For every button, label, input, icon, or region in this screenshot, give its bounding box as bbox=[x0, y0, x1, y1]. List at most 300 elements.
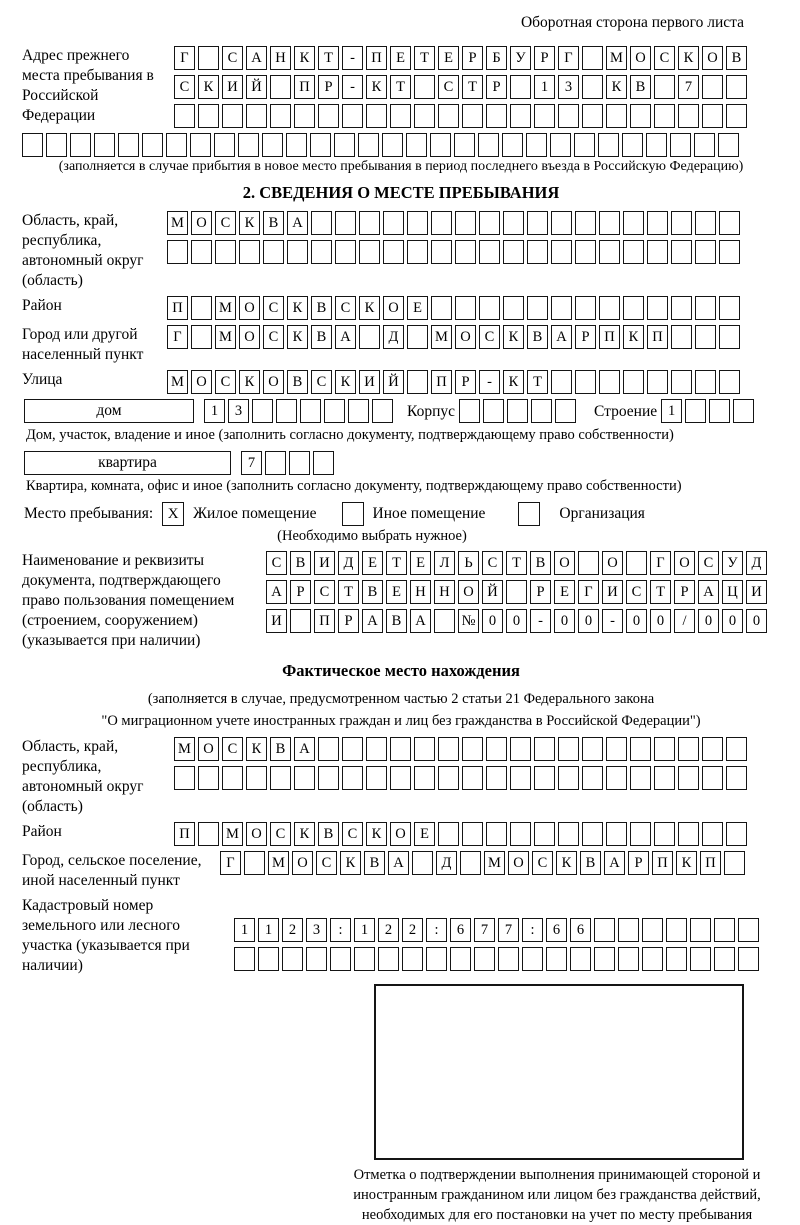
actual-region-label: Область, край, республика, автономный округ (область) bbox=[22, 738, 144, 815]
char-cell bbox=[690, 918, 711, 942]
char-cell: К bbox=[246, 737, 267, 761]
char-cell: Е bbox=[554, 580, 575, 604]
char-cell: 2 bbox=[402, 918, 423, 942]
district-row bbox=[167, 296, 740, 320]
char-cell bbox=[647, 211, 668, 235]
char-cell: М bbox=[167, 370, 188, 394]
stroenie-cells bbox=[661, 399, 754, 423]
char-cell: Ц bbox=[722, 580, 743, 604]
char-cell: С bbox=[174, 75, 195, 99]
char-cell: И bbox=[746, 580, 767, 604]
char-cell bbox=[503, 211, 524, 235]
char-cell: С bbox=[270, 822, 291, 846]
char-cell bbox=[606, 104, 627, 128]
char-cell bbox=[483, 399, 504, 423]
char-cell bbox=[366, 766, 387, 790]
char-cell: К bbox=[623, 325, 644, 349]
char-cell bbox=[438, 822, 459, 846]
char-cell bbox=[575, 240, 596, 264]
char-cell: О bbox=[630, 46, 651, 70]
char-cell: Л bbox=[434, 551, 455, 575]
cadastre-row-1 bbox=[234, 918, 759, 942]
char-cell: Т bbox=[390, 75, 411, 99]
char-cell bbox=[642, 947, 663, 971]
char-cell bbox=[174, 766, 195, 790]
char-cell: 6 bbox=[570, 918, 591, 942]
char-cell: В bbox=[726, 46, 747, 70]
char-cell bbox=[502, 133, 523, 157]
char-cell bbox=[462, 766, 483, 790]
char-cell bbox=[426, 947, 447, 971]
char-cell bbox=[718, 133, 739, 157]
char-cell bbox=[654, 822, 675, 846]
char-cell bbox=[738, 947, 759, 971]
char-cell bbox=[324, 399, 345, 423]
checkbox-organization bbox=[518, 502, 540, 526]
char-cell bbox=[311, 240, 332, 264]
char-cell: О bbox=[263, 370, 284, 394]
char-cell bbox=[695, 325, 716, 349]
char-cell bbox=[265, 451, 286, 475]
char-cell bbox=[22, 133, 43, 157]
char-cell: Г bbox=[220, 851, 241, 875]
char-cell bbox=[630, 766, 651, 790]
char-cell: 0 bbox=[722, 609, 743, 633]
char-cell bbox=[335, 240, 356, 264]
char-cell: К bbox=[359, 296, 380, 320]
char-cell: М bbox=[431, 325, 452, 349]
actual-location-title: Фактическое место нахождения bbox=[282, 661, 520, 680]
char-cell bbox=[455, 240, 476, 264]
actual-location-note-1: (заполняется в случае, предусмотренном частью 2 статьи 21 Федерального закона bbox=[147, 691, 655, 707]
city-row bbox=[167, 325, 740, 365]
char-cell bbox=[190, 133, 211, 157]
char-cell bbox=[462, 104, 483, 128]
char-cell: Е bbox=[386, 580, 407, 604]
char-cell: В bbox=[580, 851, 601, 875]
char-cell bbox=[654, 766, 675, 790]
char-cell: Г bbox=[578, 580, 599, 604]
char-cell bbox=[318, 104, 339, 128]
char-cell bbox=[551, 296, 572, 320]
char-cell bbox=[555, 399, 576, 423]
char-cell: О bbox=[455, 325, 476, 349]
char-cell: 0 bbox=[554, 609, 575, 633]
char-cell bbox=[726, 104, 747, 128]
char-cell: № bbox=[458, 609, 479, 633]
char-cell bbox=[142, 133, 163, 157]
char-cell: Й bbox=[383, 370, 404, 394]
char-cell: 7 bbox=[241, 451, 262, 475]
char-cell bbox=[646, 133, 667, 157]
char-cell bbox=[222, 104, 243, 128]
option-other-premises-label: Иное помещение bbox=[372, 505, 486, 522]
char-cell bbox=[359, 240, 380, 264]
char-cell: К bbox=[556, 851, 577, 875]
char-cell bbox=[510, 766, 531, 790]
char-cell: О bbox=[602, 551, 623, 575]
char-cell bbox=[599, 296, 620, 320]
char-cell: К bbox=[503, 325, 524, 349]
char-cell bbox=[438, 104, 459, 128]
char-cell bbox=[531, 399, 552, 423]
char-cell bbox=[726, 737, 747, 761]
char-cell bbox=[695, 296, 716, 320]
char-cell: А bbox=[246, 46, 267, 70]
street-row bbox=[167, 370, 740, 394]
char-cell bbox=[622, 133, 643, 157]
char-cell bbox=[342, 737, 363, 761]
char-cell bbox=[479, 296, 500, 320]
char-cell bbox=[318, 766, 339, 790]
char-cell: О bbox=[239, 296, 260, 320]
char-cell: К bbox=[294, 46, 315, 70]
char-cell bbox=[647, 370, 668, 394]
char-cell bbox=[599, 211, 620, 235]
char-cell: Т bbox=[338, 580, 359, 604]
char-cell: 1 bbox=[661, 399, 682, 423]
char-cell: А bbox=[287, 211, 308, 235]
char-cell bbox=[551, 240, 572, 264]
char-cell: 1 bbox=[234, 918, 255, 942]
char-cell bbox=[671, 240, 692, 264]
char-cell bbox=[378, 947, 399, 971]
char-cell bbox=[626, 551, 647, 575]
char-cell bbox=[506, 580, 527, 604]
char-cell bbox=[462, 737, 483, 761]
char-cell bbox=[582, 104, 603, 128]
char-cell: Е bbox=[390, 46, 411, 70]
char-cell bbox=[222, 766, 243, 790]
char-cell: Г bbox=[174, 46, 195, 70]
char-cell: С bbox=[654, 46, 675, 70]
char-cell: В bbox=[630, 75, 651, 99]
char-cell: С bbox=[215, 211, 236, 235]
char-cell bbox=[714, 947, 735, 971]
char-cell: Г bbox=[650, 551, 671, 575]
document-row-2 bbox=[266, 580, 767, 604]
char-cell: В bbox=[270, 737, 291, 761]
char-cell bbox=[546, 947, 567, 971]
char-cell bbox=[606, 766, 627, 790]
char-cell bbox=[454, 133, 475, 157]
char-cell bbox=[606, 822, 627, 846]
char-cell: С bbox=[266, 551, 287, 575]
char-cell bbox=[503, 240, 524, 264]
char-cell: П bbox=[167, 296, 188, 320]
char-cell bbox=[414, 737, 435, 761]
char-cell bbox=[276, 399, 297, 423]
char-cell: / bbox=[674, 609, 695, 633]
char-cell bbox=[359, 211, 380, 235]
char-cell bbox=[459, 399, 480, 423]
char-cell bbox=[582, 46, 603, 70]
char-cell: И bbox=[359, 370, 380, 394]
char-cell: 0 bbox=[746, 609, 767, 633]
char-cell: С bbox=[335, 296, 356, 320]
char-cell bbox=[714, 918, 735, 942]
char-cell bbox=[594, 947, 615, 971]
char-cell bbox=[726, 75, 747, 99]
char-cell: А bbox=[698, 580, 719, 604]
char-cell: Р bbox=[462, 46, 483, 70]
char-cell bbox=[358, 133, 379, 157]
char-cell: : bbox=[426, 918, 447, 942]
char-cell bbox=[215, 240, 236, 264]
char-cell bbox=[198, 46, 219, 70]
char-cell bbox=[294, 104, 315, 128]
char-cell bbox=[383, 211, 404, 235]
char-cell: П bbox=[314, 609, 335, 633]
char-cell bbox=[414, 766, 435, 790]
char-cell bbox=[310, 133, 331, 157]
char-cell: О bbox=[674, 551, 695, 575]
char-cell: Е bbox=[410, 551, 431, 575]
actual-region-row-2 bbox=[174, 766, 747, 790]
char-cell: С bbox=[482, 551, 503, 575]
region-row-2 bbox=[167, 240, 740, 264]
char-cell: В bbox=[290, 551, 311, 575]
char-cell: О bbox=[458, 580, 479, 604]
char-cell bbox=[647, 240, 668, 264]
char-cell bbox=[510, 75, 531, 99]
char-cell bbox=[118, 133, 139, 157]
char-cell: С bbox=[222, 737, 243, 761]
char-cell: Д bbox=[338, 551, 359, 575]
char-cell bbox=[382, 133, 403, 157]
char-cell bbox=[286, 133, 307, 157]
char-cell bbox=[702, 766, 723, 790]
house-line bbox=[24, 399, 780, 424]
char-cell: К bbox=[287, 296, 308, 320]
char-cell: С bbox=[263, 325, 284, 349]
apartment-line bbox=[24, 451, 780, 475]
char-cell bbox=[527, 240, 548, 264]
char-cell: 0 bbox=[650, 609, 671, 633]
char-cell bbox=[290, 609, 311, 633]
char-cell: О bbox=[191, 370, 212, 394]
apartment-type-box: квартира bbox=[24, 451, 231, 475]
char-cell: О bbox=[390, 822, 411, 846]
char-cell: В bbox=[311, 296, 332, 320]
char-cell bbox=[191, 296, 212, 320]
char-cell bbox=[551, 370, 572, 394]
stay-place-line bbox=[24, 502, 780, 526]
char-cell: С bbox=[479, 325, 500, 349]
char-cell: 3 bbox=[558, 75, 579, 99]
char-cell bbox=[318, 737, 339, 761]
char-cell: М bbox=[268, 851, 289, 875]
char-cell bbox=[654, 737, 675, 761]
char-cell: С bbox=[316, 851, 337, 875]
char-cell: О bbox=[508, 851, 529, 875]
char-cell bbox=[438, 766, 459, 790]
char-cell: М bbox=[215, 296, 236, 320]
stroenie-label: Строение bbox=[594, 403, 658, 420]
document-label: Наименование и реквизиты документа, подтверждающего право пользования помещением (строением, сооружением) (указывается при наличии) bbox=[22, 552, 235, 649]
char-cell bbox=[412, 851, 433, 875]
stay-info-section bbox=[22, 211, 780, 651]
char-cell bbox=[558, 104, 579, 128]
actual-district-row bbox=[174, 822, 747, 846]
checkbox-residential: X bbox=[162, 502, 184, 526]
char-cell: Т bbox=[386, 551, 407, 575]
char-cell bbox=[623, 211, 644, 235]
char-cell bbox=[402, 947, 423, 971]
char-cell bbox=[263, 240, 284, 264]
actual-city-label: Город, сельское поселение, иной населенный пункт bbox=[22, 852, 202, 889]
char-cell: 3 bbox=[228, 399, 249, 423]
char-cell bbox=[478, 133, 499, 157]
char-cell: А bbox=[294, 737, 315, 761]
char-cell bbox=[334, 133, 355, 157]
actual-city-row bbox=[220, 851, 745, 891]
char-cell bbox=[94, 133, 115, 157]
page-side-note: Оборотная сторона первого листа bbox=[520, 14, 744, 31]
char-cell bbox=[238, 133, 259, 157]
char-cell: В bbox=[530, 551, 551, 575]
char-cell bbox=[709, 399, 730, 423]
char-cell bbox=[654, 104, 675, 128]
char-cell bbox=[551, 211, 572, 235]
char-cell: И bbox=[602, 580, 623, 604]
char-cell bbox=[685, 399, 706, 423]
char-cell bbox=[460, 851, 481, 875]
char-cell: К bbox=[606, 75, 627, 99]
char-cell bbox=[330, 947, 351, 971]
char-cell bbox=[430, 133, 451, 157]
house-type-box: дом bbox=[24, 399, 194, 423]
char-cell: - bbox=[342, 75, 363, 99]
char-cell bbox=[479, 211, 500, 235]
char-cell bbox=[678, 766, 699, 790]
char-cell: : bbox=[522, 918, 543, 942]
char-cell: А bbox=[266, 580, 287, 604]
char-cell: К bbox=[239, 211, 260, 235]
actual-region-row-1 bbox=[174, 737, 747, 761]
char-cell: 1 bbox=[204, 399, 225, 423]
prev-address-note: (заполняется в случае прибытия в новое место пребывания в период последнего въезда в Российскую Федерацию) bbox=[58, 159, 744, 174]
char-cell: С bbox=[626, 580, 647, 604]
char-cell: Д bbox=[383, 325, 404, 349]
char-cell bbox=[618, 918, 639, 942]
char-cell bbox=[719, 240, 740, 264]
char-cell bbox=[654, 75, 675, 99]
char-cell: П bbox=[652, 851, 673, 875]
char-cell: С bbox=[263, 296, 284, 320]
document-row-3 bbox=[266, 609, 767, 633]
char-cell: 3 bbox=[306, 918, 327, 942]
char-cell bbox=[623, 370, 644, 394]
prev-address-row-4 bbox=[22, 133, 780, 157]
char-cell: 2 bbox=[282, 918, 303, 942]
char-cell: А bbox=[604, 851, 625, 875]
char-cell: 0 bbox=[626, 609, 647, 633]
char-cell: 1 bbox=[258, 918, 279, 942]
char-cell bbox=[507, 399, 528, 423]
char-cell bbox=[690, 947, 711, 971]
char-cell: 7 bbox=[678, 75, 699, 99]
char-cell: - bbox=[342, 46, 363, 70]
char-cell: 7 bbox=[474, 918, 495, 942]
char-cell bbox=[390, 104, 411, 128]
char-cell bbox=[455, 211, 476, 235]
char-cell: С bbox=[342, 822, 363, 846]
char-cell bbox=[550, 133, 571, 157]
char-cell bbox=[671, 370, 692, 394]
char-cell bbox=[582, 737, 603, 761]
char-cell: : bbox=[330, 918, 351, 942]
apartment-caption: Квартира, комната, офис и иное (заполнить согласно документу, подтверждающему право собственности) bbox=[26, 478, 682, 494]
actual-location-note-2: "О миграционном учете иностранных граждан и лиц без гражданства в Российской Федерации") bbox=[101, 713, 701, 729]
char-cell: Е bbox=[414, 822, 435, 846]
actual-district-label: Район bbox=[22, 823, 62, 840]
prev-address-section bbox=[22, 46, 780, 175]
char-cell bbox=[647, 296, 668, 320]
char-cell: - bbox=[479, 370, 500, 394]
char-cell: Р bbox=[338, 609, 359, 633]
option-organization-label: Организация bbox=[559, 505, 645, 522]
char-cell: О bbox=[702, 46, 723, 70]
char-cell: К bbox=[239, 370, 260, 394]
char-cell bbox=[598, 133, 619, 157]
char-cell: - bbox=[530, 609, 551, 633]
char-cell: В bbox=[527, 325, 548, 349]
char-cell bbox=[726, 822, 747, 846]
char-cell bbox=[522, 947, 543, 971]
char-cell bbox=[719, 370, 740, 394]
char-cell bbox=[407, 370, 428, 394]
char-cell bbox=[311, 211, 332, 235]
char-cell: Р bbox=[534, 46, 555, 70]
char-cell: О bbox=[554, 551, 575, 575]
char-cell: М bbox=[606, 46, 627, 70]
char-cell bbox=[498, 947, 519, 971]
char-cell bbox=[630, 104, 651, 128]
char-cell bbox=[671, 211, 692, 235]
char-cell: А bbox=[335, 325, 356, 349]
char-cell: Р bbox=[575, 325, 596, 349]
char-cell bbox=[306, 947, 327, 971]
char-cell: У bbox=[722, 551, 743, 575]
char-cell: М bbox=[215, 325, 236, 349]
char-cell bbox=[678, 104, 699, 128]
char-cell: Д bbox=[436, 851, 457, 875]
char-cell bbox=[582, 75, 603, 99]
char-cell: Н bbox=[410, 580, 431, 604]
char-cell bbox=[666, 918, 687, 942]
char-cell: И bbox=[222, 75, 243, 99]
char-cell bbox=[510, 822, 531, 846]
char-cell: Т bbox=[650, 580, 671, 604]
char-cell: В bbox=[386, 609, 407, 633]
char-cell: М bbox=[484, 851, 505, 875]
prev-address-row-1 bbox=[174, 46, 747, 70]
confirmation-mark-box bbox=[374, 984, 744, 1160]
char-cell bbox=[582, 822, 603, 846]
char-cell: К bbox=[676, 851, 697, 875]
char-cell: Р bbox=[455, 370, 476, 394]
char-cell: 6 bbox=[546, 918, 567, 942]
char-cell bbox=[431, 296, 452, 320]
char-cell bbox=[414, 104, 435, 128]
char-cell bbox=[390, 737, 411, 761]
char-cell bbox=[599, 370, 620, 394]
char-cell bbox=[359, 325, 380, 349]
char-cell bbox=[719, 325, 740, 349]
char-cell bbox=[262, 133, 283, 157]
char-cell: Р bbox=[486, 75, 507, 99]
